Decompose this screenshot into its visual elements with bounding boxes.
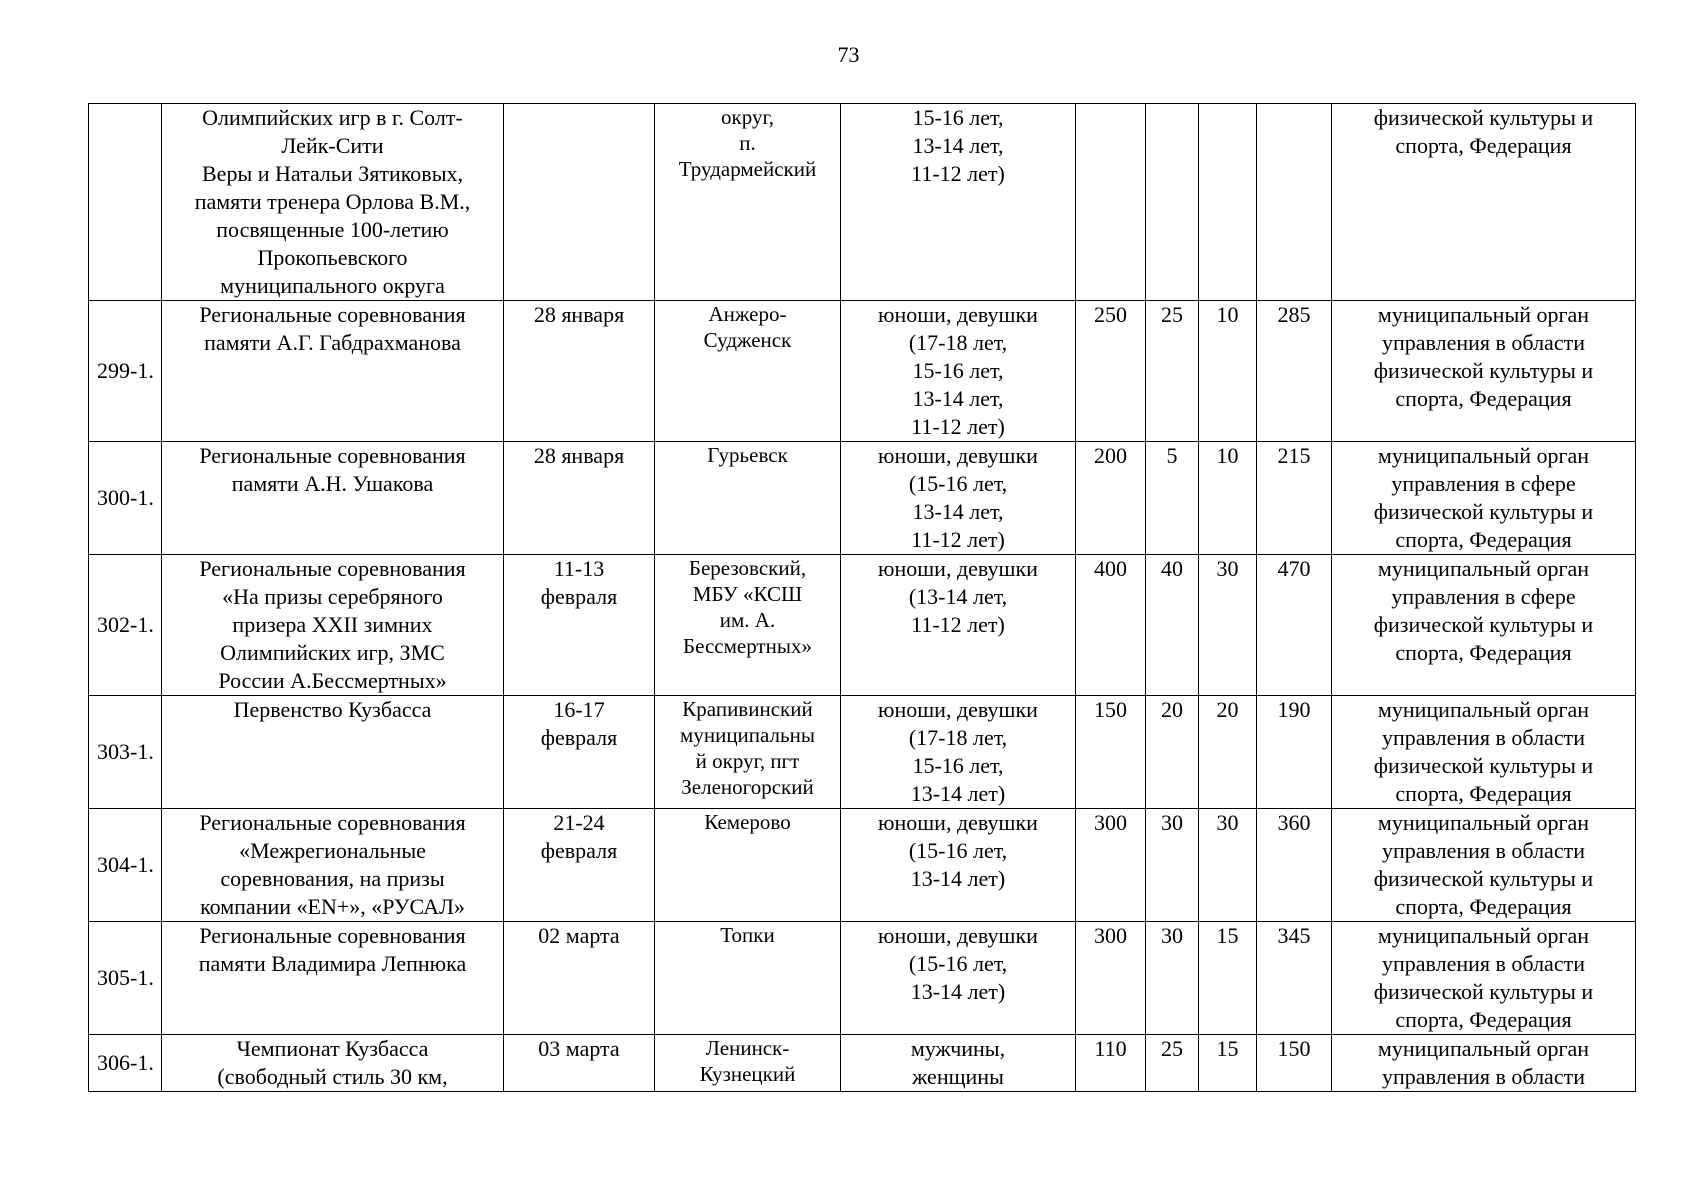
count-judges: 10: [1199, 442, 1257, 555]
event-name: Чемпионат Кузбасса (свободный стиль 30 км,: [162, 1035, 504, 1092]
count-athletes: 150: [1076, 696, 1146, 809]
event-organizer: муниципальный орган управления в области физической культуры и спорта, Федерация: [1332, 922, 1636, 1035]
event-participants: юноши, девушки (15-16 лет, 13-14 лет): [841, 922, 1076, 1035]
count-total: 215: [1257, 442, 1332, 555]
count-coaches: 25: [1146, 1035, 1199, 1092]
count-athletes: 200: [1076, 442, 1146, 555]
count-athletes: [1076, 104, 1146, 301]
event-name: Региональные соревнования памяти А.Г. Габдрахманова: [162, 301, 504, 442]
table-row: [89, 922, 1636, 1035]
event-place: Топки: [655, 922, 841, 1035]
event-date: 21-24 февраля: [504, 809, 655, 922]
count-coaches: 40: [1146, 555, 1199, 696]
count-coaches: 25: [1146, 301, 1199, 442]
count-total: 150: [1257, 1035, 1332, 1092]
event-organizer: муниципальный орган управления в области: [1332, 1035, 1636, 1092]
count-coaches: 20: [1146, 696, 1199, 809]
row-number: 300-1.: [89, 442, 162, 555]
row-number: 304-1.: [89, 809, 162, 922]
count-total: 190: [1257, 696, 1332, 809]
count-total: 345: [1257, 922, 1332, 1035]
event-participants: юноши, девушки (17-18 лет, 15-16 лет, 13-14 лет): [841, 696, 1076, 809]
table-row: [89, 809, 1636, 922]
event-date: [504, 104, 655, 301]
event-date: 02 марта: [504, 922, 655, 1035]
event-participants: юноши, девушки (17-18 лет, 15-16 лет, 13-14 лет, 11-12 лет): [841, 301, 1076, 442]
count-athletes: 250: [1076, 301, 1146, 442]
count-total: 470: [1257, 555, 1332, 696]
event-name: Региональные соревнования памяти А.Н. Ушакова: [162, 442, 504, 555]
page-number: 73: [837, 42, 860, 67]
event-name: Олимпийских игр в г. Солт- Лейк-Сити Веры и Натальи Зятиковых, памяти тренера Орлова В.М., посвященные 100-летию Прокопьевского муниципального округа: [162, 104, 504, 301]
count-judges: 15: [1199, 922, 1257, 1035]
event-participants: 15-16 лет, 13-14 лет, 11-12 лет): [841, 104, 1076, 301]
row-number: 299-1.: [89, 301, 162, 442]
event-place: Крапивинский муниципальны й округ, пгт Зеленогорский: [655, 696, 841, 809]
event-place: Кемерово: [655, 809, 841, 922]
count-athletes: 300: [1076, 809, 1146, 922]
event-place: Березовский, МБУ «КСШ им. А. Бессмертных»: [655, 555, 841, 696]
table-row: [89, 442, 1636, 555]
count-total: 285: [1257, 301, 1332, 442]
count-athletes: 300: [1076, 922, 1146, 1035]
event-organizer: муниципальный орган управления в сфере физической культуры и спорта, Федерация: [1332, 555, 1636, 696]
event-date: 16-17 февраля: [504, 696, 655, 809]
count-coaches: 30: [1146, 809, 1199, 922]
event-name: Региональные соревнования памяти Владимира Лепнюка: [162, 922, 504, 1035]
event-place: округ, п. Трудармейский: [655, 104, 841, 301]
event-date: 03 марта: [504, 1035, 655, 1092]
event-name: Региональные соревнования «На призы серебряного призера XXII зимних Олимпийских игр, ЗМС России А.Бессмертных»: [162, 555, 504, 696]
event-organizer: физической культуры и спорта, Федерация: [1332, 104, 1636, 301]
event-name: Первенство Кузбасса: [162, 696, 504, 809]
row-number: 305-1.: [89, 922, 162, 1035]
event-date: 28 января: [504, 442, 655, 555]
count-total: 360: [1257, 809, 1332, 922]
event-place: Ленинск- Кузнецкий: [655, 1035, 841, 1092]
event-organizer: муниципальный орган управления в области физической культуры и спорта, Федерация: [1332, 809, 1636, 922]
count-coaches: [1146, 104, 1199, 301]
table-body: [89, 104, 1636, 1092]
event-organizer: муниципальный орган управления в области физической культуры и спорта, Федерация: [1332, 696, 1636, 809]
table-row: [89, 1035, 1636, 1092]
count-athletes: 110: [1076, 1035, 1146, 1092]
event-organizer: муниципальный орган управления в сфере физической культуры и спорта, Федерация: [1332, 442, 1636, 555]
count-athletes: 400: [1076, 555, 1146, 696]
event-organizer: муниципальный орган управления в области физической культуры и спорта, Федерация: [1332, 301, 1636, 442]
count-judges: 10: [1199, 301, 1257, 442]
event-place: Анжеро- Судженск: [655, 301, 841, 442]
count-coaches: 5: [1146, 442, 1199, 555]
count-judges: [1199, 104, 1257, 301]
table-row: [89, 104, 1636, 301]
event-date: 11-13 февраля: [504, 555, 655, 696]
count-judges: 30: [1199, 555, 1257, 696]
count-judges: 30: [1199, 809, 1257, 922]
event-name: Региональные соревнования «Межрегиональные соревнования, на призы компании «EN+», «РУСАЛ»: [162, 809, 504, 922]
row-number: 303-1.: [89, 696, 162, 809]
table-row: [89, 696, 1636, 809]
event-participants: юноши, девушки (13-14 лет, 11-12 лет): [841, 555, 1076, 696]
event-date: 28 января: [504, 301, 655, 442]
table-row: [89, 555, 1636, 696]
count-total: [1257, 104, 1332, 301]
row-number: 306-1.: [89, 1035, 162, 1092]
event-participants: юноши, девушки (15-16 лет, 13-14 лет): [841, 809, 1076, 922]
table-row: [89, 301, 1636, 442]
count-judges: 20: [1199, 696, 1257, 809]
event-participants: мужчины, женщины: [841, 1035, 1076, 1092]
event-place: Гурьевск: [655, 442, 841, 555]
event-participants: юноши, девушки (15-16 лет, 13-14 лет, 11-12 лет): [841, 442, 1076, 555]
count-judges: 15: [1199, 1035, 1257, 1092]
count-coaches: 30: [1146, 922, 1199, 1035]
events-table: [88, 103, 1636, 1092]
row-number: [89, 104, 162, 301]
row-number: 302-1.: [89, 555, 162, 696]
